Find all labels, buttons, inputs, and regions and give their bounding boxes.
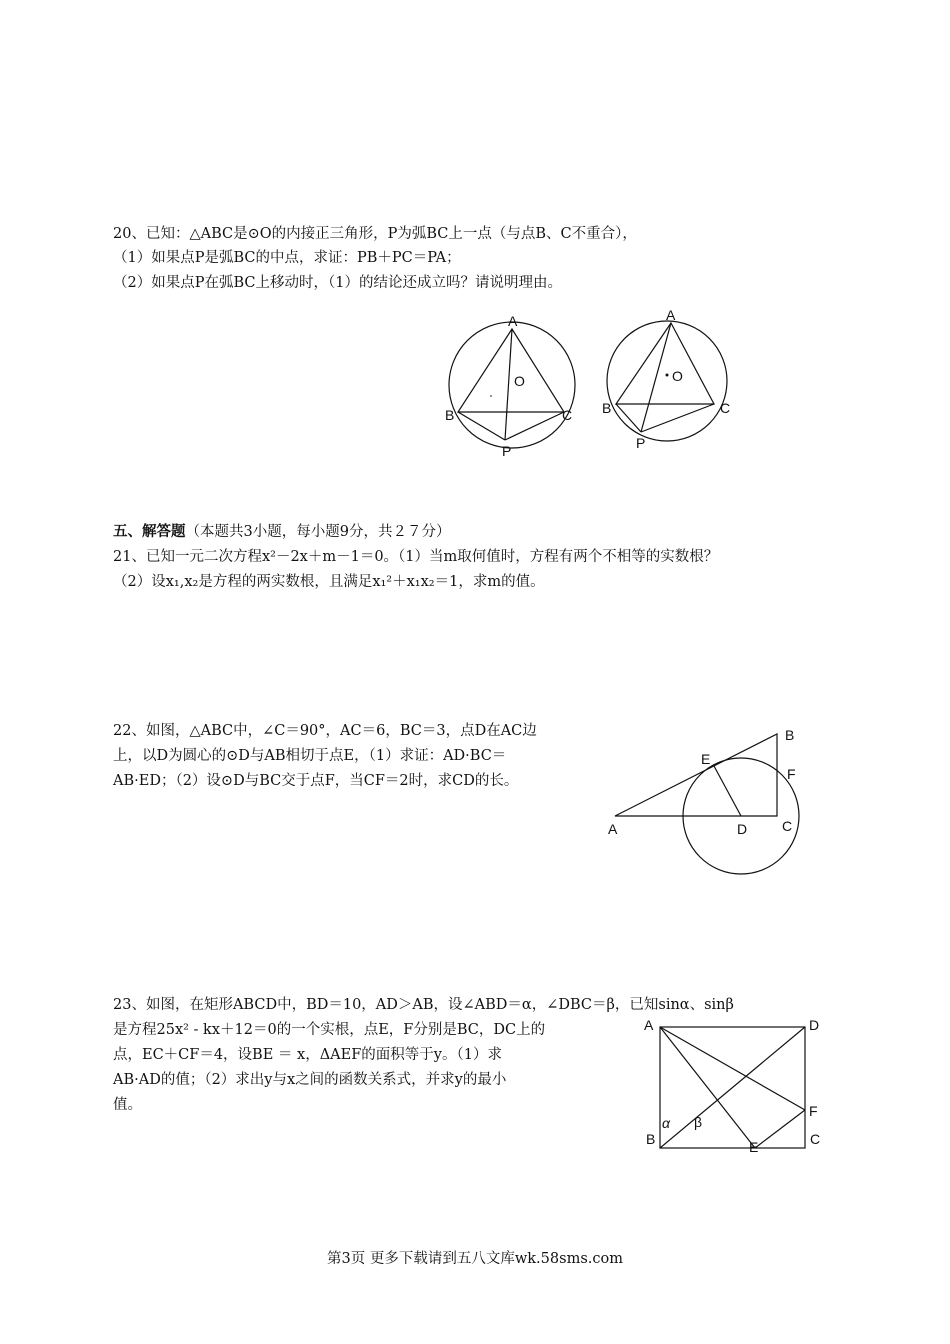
label-e: E [749, 1139, 759, 1155]
segment-af [660, 1027, 805, 1110]
q22-figure [600, 720, 810, 880]
q20-line1: 20、已知：△ABC是⊙O的内接正三角形，P为弧BC上一点（与点B、C不重合）， [113, 226, 637, 242]
q22-line3: AB·ED；（2）设⊙D与BC交于点F，当CF＝2时，求CD的长。 [113, 773, 519, 789]
label-a: A [508, 313, 518, 329]
q23-line4: AB·AD的值；（2）求出y与x之间的函数关系式，并求y的最小 [113, 1072, 507, 1088]
segment-ef [755, 1110, 805, 1148]
section-note: （本题共3小题，每小题9分，共２７分） [185, 524, 451, 540]
segment-cp [505, 412, 564, 440]
section-title: 五、解答题 [113, 523, 186, 540]
segment-ae [660, 1027, 755, 1148]
q21-line1: 21、已知一元二次方程x²－2x＋m－1＝0。（1）当m取何值时，方程有两个不相等的实数根？ [113, 549, 719, 565]
section-heading [113, 522, 450, 542]
q23-line2: 是方程25x² - kx＋12＝0的一个实根，点E，F分别是BC，DC上的 [113, 1022, 546, 1038]
q20-line3: （2）如果点P在弧BC上移动时，（1）的结论还成立吗？请说明理由。 [113, 275, 562, 291]
q23-line5: 值。 [113, 1097, 142, 1113]
q20-figure-2 [598, 306, 748, 456]
q22-line1: 22、如图，△ABC中，∠C＝90°，AC＝6，BC＝3，点D在AC边 [113, 723, 537, 739]
label-d: D [809, 1017, 820, 1033]
label-o: O [672, 368, 683, 384]
label-c: C [562, 407, 573, 423]
label-f: F [787, 766, 796, 782]
label-a: A [608, 821, 618, 837]
triangle-abc [615, 734, 777, 816]
segment-cp [641, 404, 714, 432]
segment-bp [458, 412, 505, 440]
label-e: E [701, 751, 711, 767]
label-b: B [646, 1131, 656, 1147]
q22-line2: 上，以D为圆心的⊙D与AB相切于点E，（1）求证：AD·BC＝ [113, 748, 507, 764]
label-c: C [782, 818, 793, 834]
segment-ap [641, 323, 671, 432]
label-p: P [502, 443, 512, 459]
label-f: F [809, 1103, 818, 1119]
triangle-abc [616, 323, 714, 404]
q23-line3: 点，EC＋CF＝4，设BE ＝ x，ΔAEF的面积等于y。（1）求 [113, 1047, 502, 1063]
label-alpha: α [662, 1115, 670, 1131]
label-p: P [636, 435, 646, 451]
q23-figure [640, 1012, 830, 1162]
q20-figure-1 [440, 310, 590, 460]
label-d: D [737, 821, 748, 837]
page-footer: 第3页 更多下载请到五八文库wk.58sms.com [327, 1251, 623, 1267]
label-b: B [602, 400, 612, 416]
label-a: A [644, 1017, 654, 1033]
q20-line2: （1）如果点P是弧BC的中点，求证：PB＋PC＝PA； [113, 250, 461, 266]
label-b: B [785, 727, 795, 743]
diagonal-bd [660, 1027, 805, 1148]
label-c: C [720, 400, 731, 416]
q23-line1: 23、如图，在矩形ABCD中，BD＝10，AD＞AB，设∠ABD＝α，∠DBC＝β，已知sinα、sinβ [113, 997, 734, 1013]
q21-line2: （2）设x₁,x₂是方程的两实数根，且满足x₁²＋x₁x₂＝1，求m的值。 [113, 574, 545, 590]
label-beta: β [694, 1114, 703, 1130]
circle-o [449, 322, 575, 448]
segment-ap [505, 329, 512, 440]
label-a: A [666, 307, 676, 323]
label-o: O [514, 373, 525, 389]
segment-ed [714, 766, 741, 816]
label-b: B [445, 407, 455, 423]
label-c: C [810, 1131, 821, 1147]
